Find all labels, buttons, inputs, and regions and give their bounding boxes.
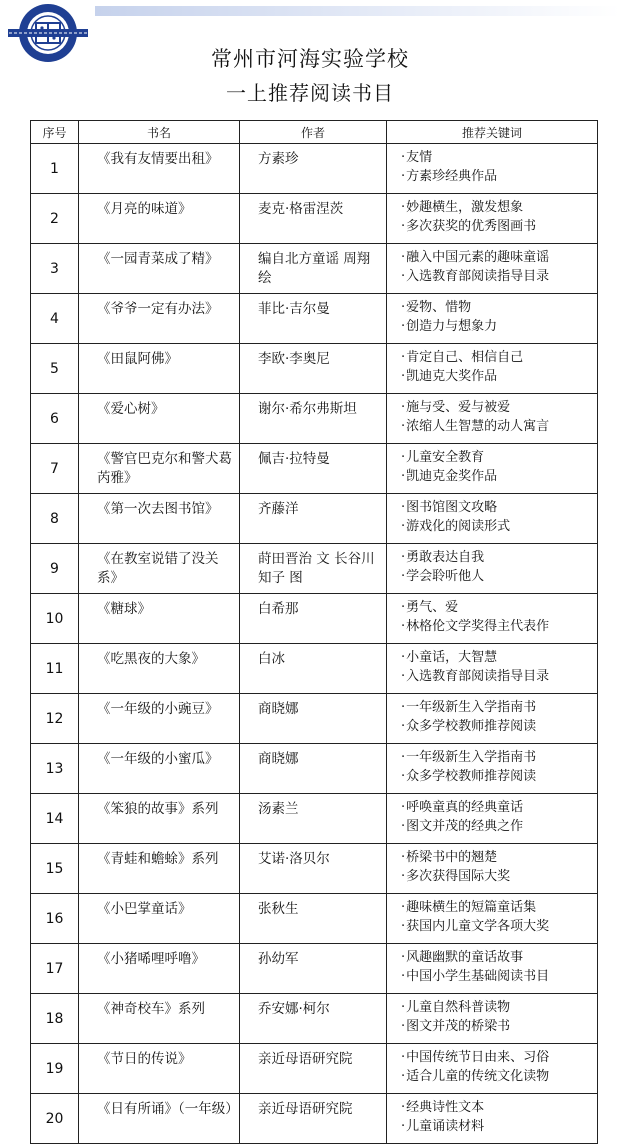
keyword-line: · 众多学校教师推荐阅读 (401, 717, 597, 736)
book-author: 白冰 (240, 644, 387, 694)
row-number: 17 (31, 944, 79, 994)
column-header-title: 书名 (79, 121, 240, 144)
keyword-line: · 肯定自己、相信自己 (401, 348, 597, 367)
recommend-keywords (387, 694, 598, 744)
book-author: 商晓娜 (240, 694, 387, 744)
keyword-line: · 一年级新生入学指南书 (401, 698, 597, 717)
keyword-line: · 多次获得国际大奖 (401, 867, 597, 886)
row-number: 14 (31, 794, 79, 844)
book-author: 白希那 (240, 594, 387, 644)
keyword-line: · 获国内儿童文学各项大奖 (401, 917, 597, 936)
book-title: 《小猪唏哩呼噜》 (79, 944, 240, 994)
book-title: 《一园青菜成了精》 (79, 244, 240, 294)
table-row (31, 994, 598, 1044)
book-author: 麦克·格雷涅茨 (240, 194, 387, 244)
keyword-line: · 浓缩人生智慧的动人寓言 (401, 417, 597, 436)
keyword-line: · 友情 (401, 148, 597, 167)
keyword-line: · 趣味横生的短篇童话集 (401, 898, 597, 917)
keyword-line: · 图文并茂的经典之作 (401, 817, 597, 836)
book-title: 《在教室说错了没关系》 (79, 544, 240, 594)
recommend-keywords (387, 294, 598, 344)
recommend-keywords (387, 894, 598, 944)
keyword-line: · 中国小学生基础阅读书目 (401, 967, 597, 986)
keyword-line: · 众多学校教师推荐阅读 (401, 767, 597, 786)
book-author: 李欧·李奥尼 (240, 344, 387, 394)
table-row (31, 744, 598, 794)
keyword-line: · 勇敢表达自我 (401, 548, 597, 567)
keyword-line: · 方素珍经典作品 (401, 167, 597, 186)
keyword-line: · 融入中国元素的趣味童谣 (401, 248, 597, 267)
header-band (95, 6, 620, 16)
keyword-line: · 林格伦文学奖得主代表作 (401, 617, 597, 636)
book-title: 《青蛙和蟾蜍》系列 (79, 844, 240, 894)
book-title: 《爱心树》 (79, 394, 240, 444)
keyword-line: · 施与受、爱与被爱 (401, 398, 597, 417)
row-number: 12 (31, 694, 79, 744)
recommend-keywords (387, 744, 598, 794)
column-header-author: 作者 (240, 121, 387, 144)
book-author: 佩吉·拉特曼 (240, 444, 387, 494)
book-author: 菲比·吉尔曼 (240, 294, 387, 344)
recommend-keywords (387, 594, 598, 644)
recommend-keywords (387, 794, 598, 844)
table-row (31, 644, 598, 694)
table-row (31, 894, 598, 944)
table-row (31, 294, 598, 344)
row-number: 2 (31, 194, 79, 244)
keyword-line: · 儿童诵读材料 (401, 1117, 597, 1136)
table-row (31, 494, 598, 544)
table-row (31, 544, 598, 594)
row-number: 5 (31, 344, 79, 394)
recommend-keywords (387, 644, 598, 694)
table-header-row (31, 121, 598, 144)
recommend-keywords (387, 494, 598, 544)
recommend-keywords (387, 1094, 598, 1144)
book-title: 《神奇校车》系列 (79, 994, 240, 1044)
table-row (31, 144, 598, 194)
row-number: 19 (31, 1044, 79, 1094)
book-author: 乔安娜·柯尔 (240, 994, 387, 1044)
row-number: 16 (31, 894, 79, 944)
row-number: 3 (31, 244, 79, 294)
recommend-keywords (387, 144, 598, 194)
recommend-keywords (387, 994, 598, 1044)
book-author: 商晓娜 (240, 744, 387, 794)
keyword-line: · 凯迪克金奖作品 (401, 467, 597, 486)
recommend-keywords (387, 194, 598, 244)
keyword-line: · 桥梁书中的翘楚 (401, 848, 597, 867)
book-author: 亲近母语研究院 (240, 1044, 387, 1094)
row-number: 8 (31, 494, 79, 544)
keyword-line: · 儿童安全教育 (401, 448, 597, 467)
table-row (31, 244, 598, 294)
page-header (0, 0, 620, 115)
school-name: 常州市河海实验学校 (211, 47, 409, 71)
keyword-line: · 适合儿童的传统文化读物 (401, 1067, 597, 1086)
row-number: 13 (31, 744, 79, 794)
book-title: 《吃黑夜的大象》 (79, 644, 240, 694)
keyword-line: · 凯迪克大奖作品 (401, 367, 597, 386)
book-title: 《笨狼的故事》系列 (79, 794, 240, 844)
row-number: 15 (31, 844, 79, 894)
keyword-line: · 中国传统节日由来、习俗 (401, 1048, 597, 1067)
book-title: 《一年级的小豌豆》 (79, 694, 240, 744)
row-number: 6 (31, 394, 79, 444)
table-row (31, 444, 598, 494)
table-row (31, 844, 598, 894)
book-author: 汤素兰 (240, 794, 387, 844)
book-title: 《爷爷一定有办法》 (79, 294, 240, 344)
keyword-line: · 风趣幽默的童话故事 (401, 948, 597, 967)
row-number: 1 (31, 144, 79, 194)
book-title: 《月亮的味道》 (79, 194, 240, 244)
row-number: 10 (31, 594, 79, 644)
book-title: 《我有友情要出租》 (79, 144, 240, 194)
column-header-number: 序号 (31, 121, 79, 144)
table-row (31, 694, 598, 744)
book-author: 亲近母语研究院 (240, 1094, 387, 1144)
recommend-keywords (387, 344, 598, 394)
book-author: 齐藤洋 (240, 494, 387, 544)
keyword-line: · 创造力与想象力 (401, 317, 597, 336)
recommend-keywords (387, 544, 598, 594)
keyword-line: · 图书馆图文攻略 (401, 498, 597, 517)
row-number: 11 (31, 644, 79, 694)
book-author: 方素珍 (240, 144, 387, 194)
table-row (31, 394, 598, 444)
recommend-keywords (387, 244, 598, 294)
recommend-keywords (387, 844, 598, 894)
book-title: 《第一次去图书馆》 (79, 494, 240, 544)
book-title: 《日有所诵》（一年级） (79, 1094, 240, 1144)
row-number: 9 (31, 544, 79, 594)
book-author: 编自北方童谣 周翔 绘 (240, 244, 387, 294)
book-author: 张秋生 (240, 894, 387, 944)
keyword-line: · 多次获奖的优秀图画书 (401, 217, 597, 236)
table-row (31, 594, 598, 644)
keyword-line: · 学会聆听他人 (401, 567, 597, 586)
table-row (31, 944, 598, 994)
keyword-line: · 勇气、爱 (401, 598, 597, 617)
book-author: 谢尔·希尔弗斯坦 (240, 394, 387, 444)
recommend-keywords (387, 444, 598, 494)
keyword-line: · 儿童自然科普读物 (401, 998, 597, 1017)
keyword-line: · 游戏化的阅读形式 (401, 517, 597, 536)
book-title: 《小巴掌童话》 (79, 894, 240, 944)
reading-list-table (30, 120, 598, 1144)
table-row (31, 1094, 598, 1144)
keyword-line: · 一年级新生入学指南书 (401, 748, 597, 767)
book-title: 《糖球》 (79, 594, 240, 644)
book-author: 孙幼军 (240, 944, 387, 994)
keyword-line: · 图文并茂的桥梁书 (401, 1017, 597, 1036)
keyword-line: · 爱物、惜物 (401, 298, 597, 317)
recommend-keywords (387, 394, 598, 444)
book-title: 《警官巴克尔和警犬葛芮雅》 (79, 444, 240, 494)
keyword-line: · 呼唤童真的经典童话 (401, 798, 597, 817)
book-title: 《一年级的小蜜瓜》 (79, 744, 240, 794)
table-row (31, 194, 598, 244)
recommend-keywords (387, 944, 598, 994)
recommend-keywords (387, 1044, 598, 1094)
row-number: 18 (31, 994, 79, 1044)
book-author: 艾诺·洛贝尔 (240, 844, 387, 894)
row-number: 4 (31, 294, 79, 344)
keyword-line: · 入选教育部阅读指导目录 (401, 267, 597, 286)
book-title: 《田鼠阿佛》 (79, 344, 240, 394)
page-title: 一上推荐阅读书目 (226, 81, 394, 105)
keyword-line: · 经典诗性文本 (401, 1098, 597, 1117)
book-author: 莳田晋治 文 长谷川知子 图 (240, 544, 387, 594)
row-number: 7 (31, 444, 79, 494)
table-row (31, 794, 598, 844)
keyword-line: · 妙趣横生，激发想象 (401, 198, 597, 217)
keyword-line: · 入选教育部阅读指导目录 (401, 667, 597, 686)
table-row (31, 1044, 598, 1094)
table-row (31, 344, 598, 394)
keyword-line: · 小童话，大智慧 (401, 648, 597, 667)
book-title: 《节日的传说》 (79, 1044, 240, 1094)
row-number: 20 (31, 1094, 79, 1144)
column-header-keywords: 推荐关键词 (387, 121, 598, 144)
